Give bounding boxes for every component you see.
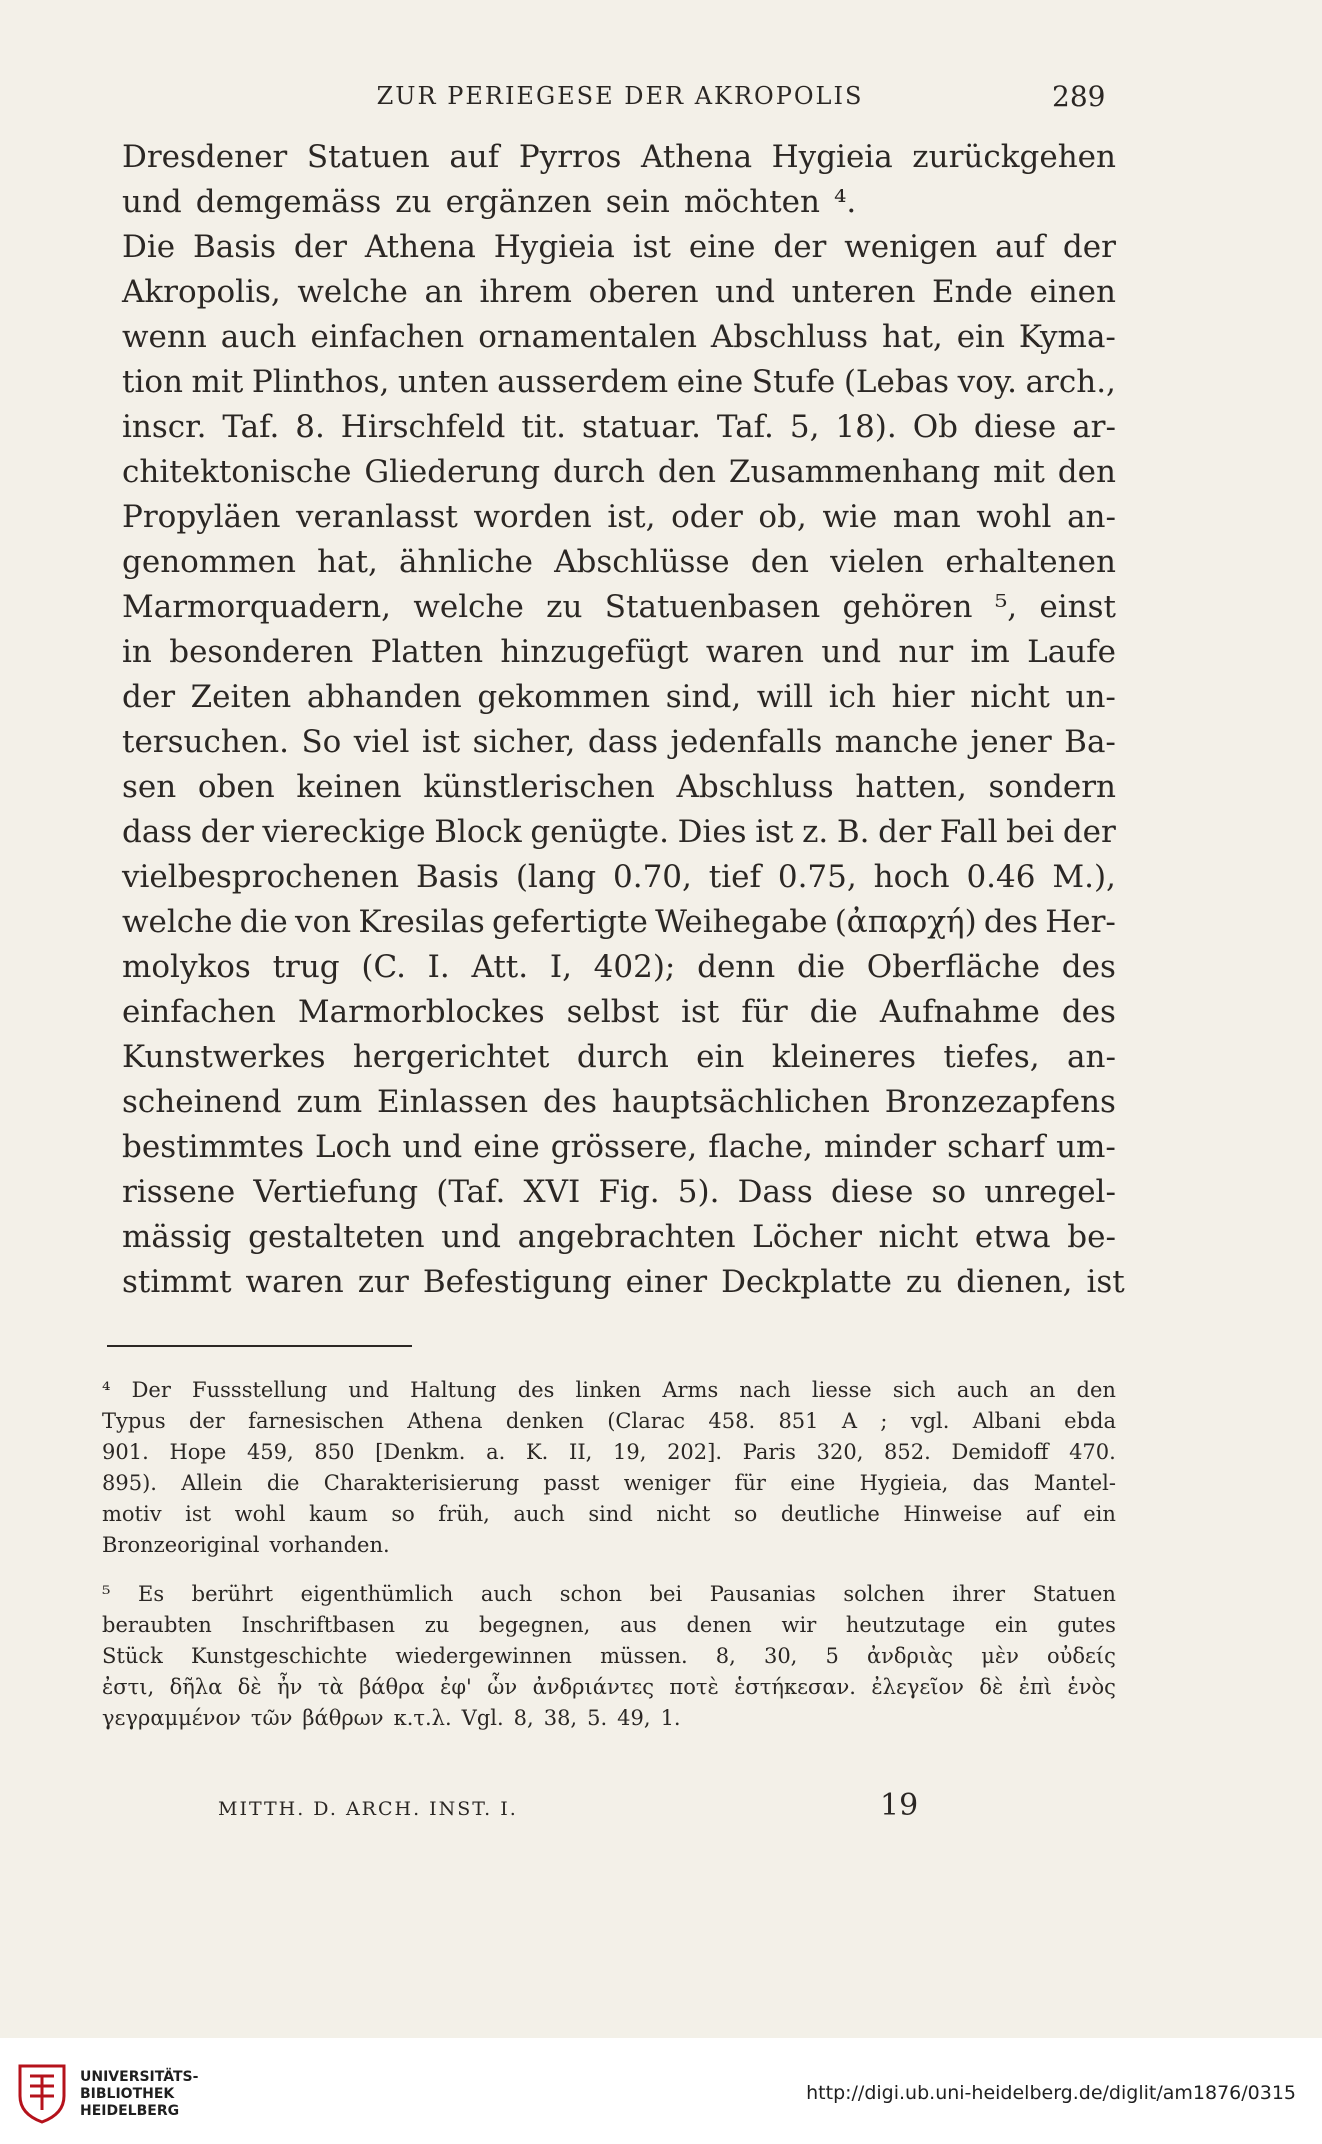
text-line: mässig gestalteten und angebrachten Löcher nicht etwa be- [122,1219,1116,1255]
footnote-line: ⁵ Es berührt eigenthümlich auch schon bei Pausanias solchen ihrer Statuen [102,1582,1116,1606]
text-line: Die Basis der Athena Hygieia ist eine der wenigen auf der [122,229,1116,265]
text-line: molykos trug (C. I. Att. I, 402); denn die Oberfläche des [122,949,1116,985]
text-line: einfachen Marmorblockes selbst ist für die Aufnahme des [122,994,1116,1030]
text-line: inscr. Taf. 8. Hirschfeld tit. statuar. Taf. 5, 18). Ob diese ar- [122,409,1116,445]
running-title: ZUR PERIEGESE DER AKROPOLIS [376,82,864,110]
text-line: dass der viereckige Block genügte. Dies ist z. B. der Fall bei der [122,814,1116,850]
institution-line: BIBLIOTHEK [80,2086,175,2102]
text-line: in besonderen Platten hinzugefügt waren und nur im Laufe [122,634,1116,670]
library-seal-icon [14,2062,70,2124]
text-line: rissene Vertiefung (Taf. XVI Fig. 5). Dass diese so unregel- [122,1174,1116,1210]
text-line: Marmorquadern, welche zu Statuenbasen gehören ⁵, einst [122,589,1116,625]
footnote-line: Bronzeoriginal vorhanden. [102,1533,390,1557]
institution-name [80,2069,198,2120]
footnote-line: γεγραμμένον τῶν βάθρων κ.τ.λ. Vgl. 8, 38, 5. 49, 1. [102,1706,681,1730]
footnote-line: ⁴ Der Fussstellung und Haltung des linken Arms nach liesse sich auch an den [102,1378,1116,1402]
text-line: stimmt waren zur Befestigung einer Deckplatte zu dienen, ist [122,1264,1125,1300]
text-line: bestimmtes Loch und eine grössere, flache, minder scharf um- [122,1129,1116,1165]
footnotes [102,1375,1116,1734]
text-line: Dresdener Statuen auf Pyrros Athena Hygieia zurückgehen [122,139,1116,175]
institution-line: UNIVERSITÄTS- [80,2069,199,2085]
text-line: Kunstwerkes hergerichtet durch ein kleineres tiefes, an- [122,1039,1116,1075]
footnote-line: motiv ist wohl kaum so früh, auch sind nicht so deutliche Hinweise auf ein [102,1502,1116,1526]
text-line: tion mit Plinthos, unten ausserdem eine Stufe (Lebas voy. arch., [122,364,1116,400]
footnote-line: 895). Allein die Charakterisierung passt weniger für eine Hygieia, das Mantel- [102,1471,1116,1495]
footnote-line: Typus der farnesischen Athena denken (Clarac 458. 851 A ; vgl. Albani ebda [102,1409,1116,1433]
text-line: wenn auch einfachen ornamentalen Abschluss hat, ein Kyma- [122,319,1116,355]
signature-mark: MITTH. D. ARCH. INST. I. [218,1798,518,1820]
institution-line: HEIDELBERG [80,2103,180,2119]
text-line: scheinend zum Einlassen des hauptsächlichen Bronzezapfens [122,1084,1116,1120]
page-number: 289 [1052,80,1106,113]
text-line: der Zeiten abhanden gekommen sind, will ich hier nicht un- [122,679,1116,715]
text-line: tersuchen. So viel ist sicher, dass jedenfalls manche jener Ba- [122,724,1116,760]
source-url[interactable]: http://digi.ub.uni-heidelberg.de/diglit/am1876/0315 [806,2082,1296,2104]
text-line: welche die von Kresilas gefertigte Weihegabe (ἀπαρχή) des Her- [122,904,1116,940]
footnote-rule [107,1345,412,1347]
text-line: vielbesprochenen Basis (lang 0.70, tief 0.75, hoch 0.46 M.), [122,859,1116,895]
footnote-line: Stück Kunstgeschichte wiedergewinnen müssen. 8, 30, 5 ἀνδριὰς μὲν οὐδείς [102,1644,1116,1668]
sheet-number: 19 [880,1788,919,1823]
text-line: Propyläen veranlasst worden ist, oder ob, wie man wohl an- [122,499,1116,535]
main-text [122,135,1125,1305]
text-line: sen oben keinen künstlerischen Abschluss hatten, sondern [122,769,1116,805]
text-line: genommen hat, ähnliche Abschlüsse den vielen erhaltenen [122,544,1116,580]
text-line: und demgemäss zu ergänzen sein möchten ⁴. [122,184,857,220]
footnote-line: 901. Hope 459, 850 [Denkm. a. K. II, 19, 202]. Paris 320, 852. Demidoff 470. [102,1440,1116,1464]
text-line: Akropolis, welche an ihrem oberen und unteren Ende einen [122,274,1116,310]
footnote-line: ἐστι, δῆλα δὲ ἦν τὰ βάθρα ἐφ' ὧν ἀνδριάντες ποτὲ ἑστήκεσαν. ἐλεγεῖον δὲ ἐπὶ ἑνὸς [102,1675,1116,1699]
footnote-line: beraubten Inschriftbasen zu begegnen, aus denen wir heutzutage ein gutes [102,1613,1116,1637]
digitization-footer [0,2038,1322,2144]
text-line: chitektonische Gliederung durch den Zusammenhang mit den [122,454,1116,490]
